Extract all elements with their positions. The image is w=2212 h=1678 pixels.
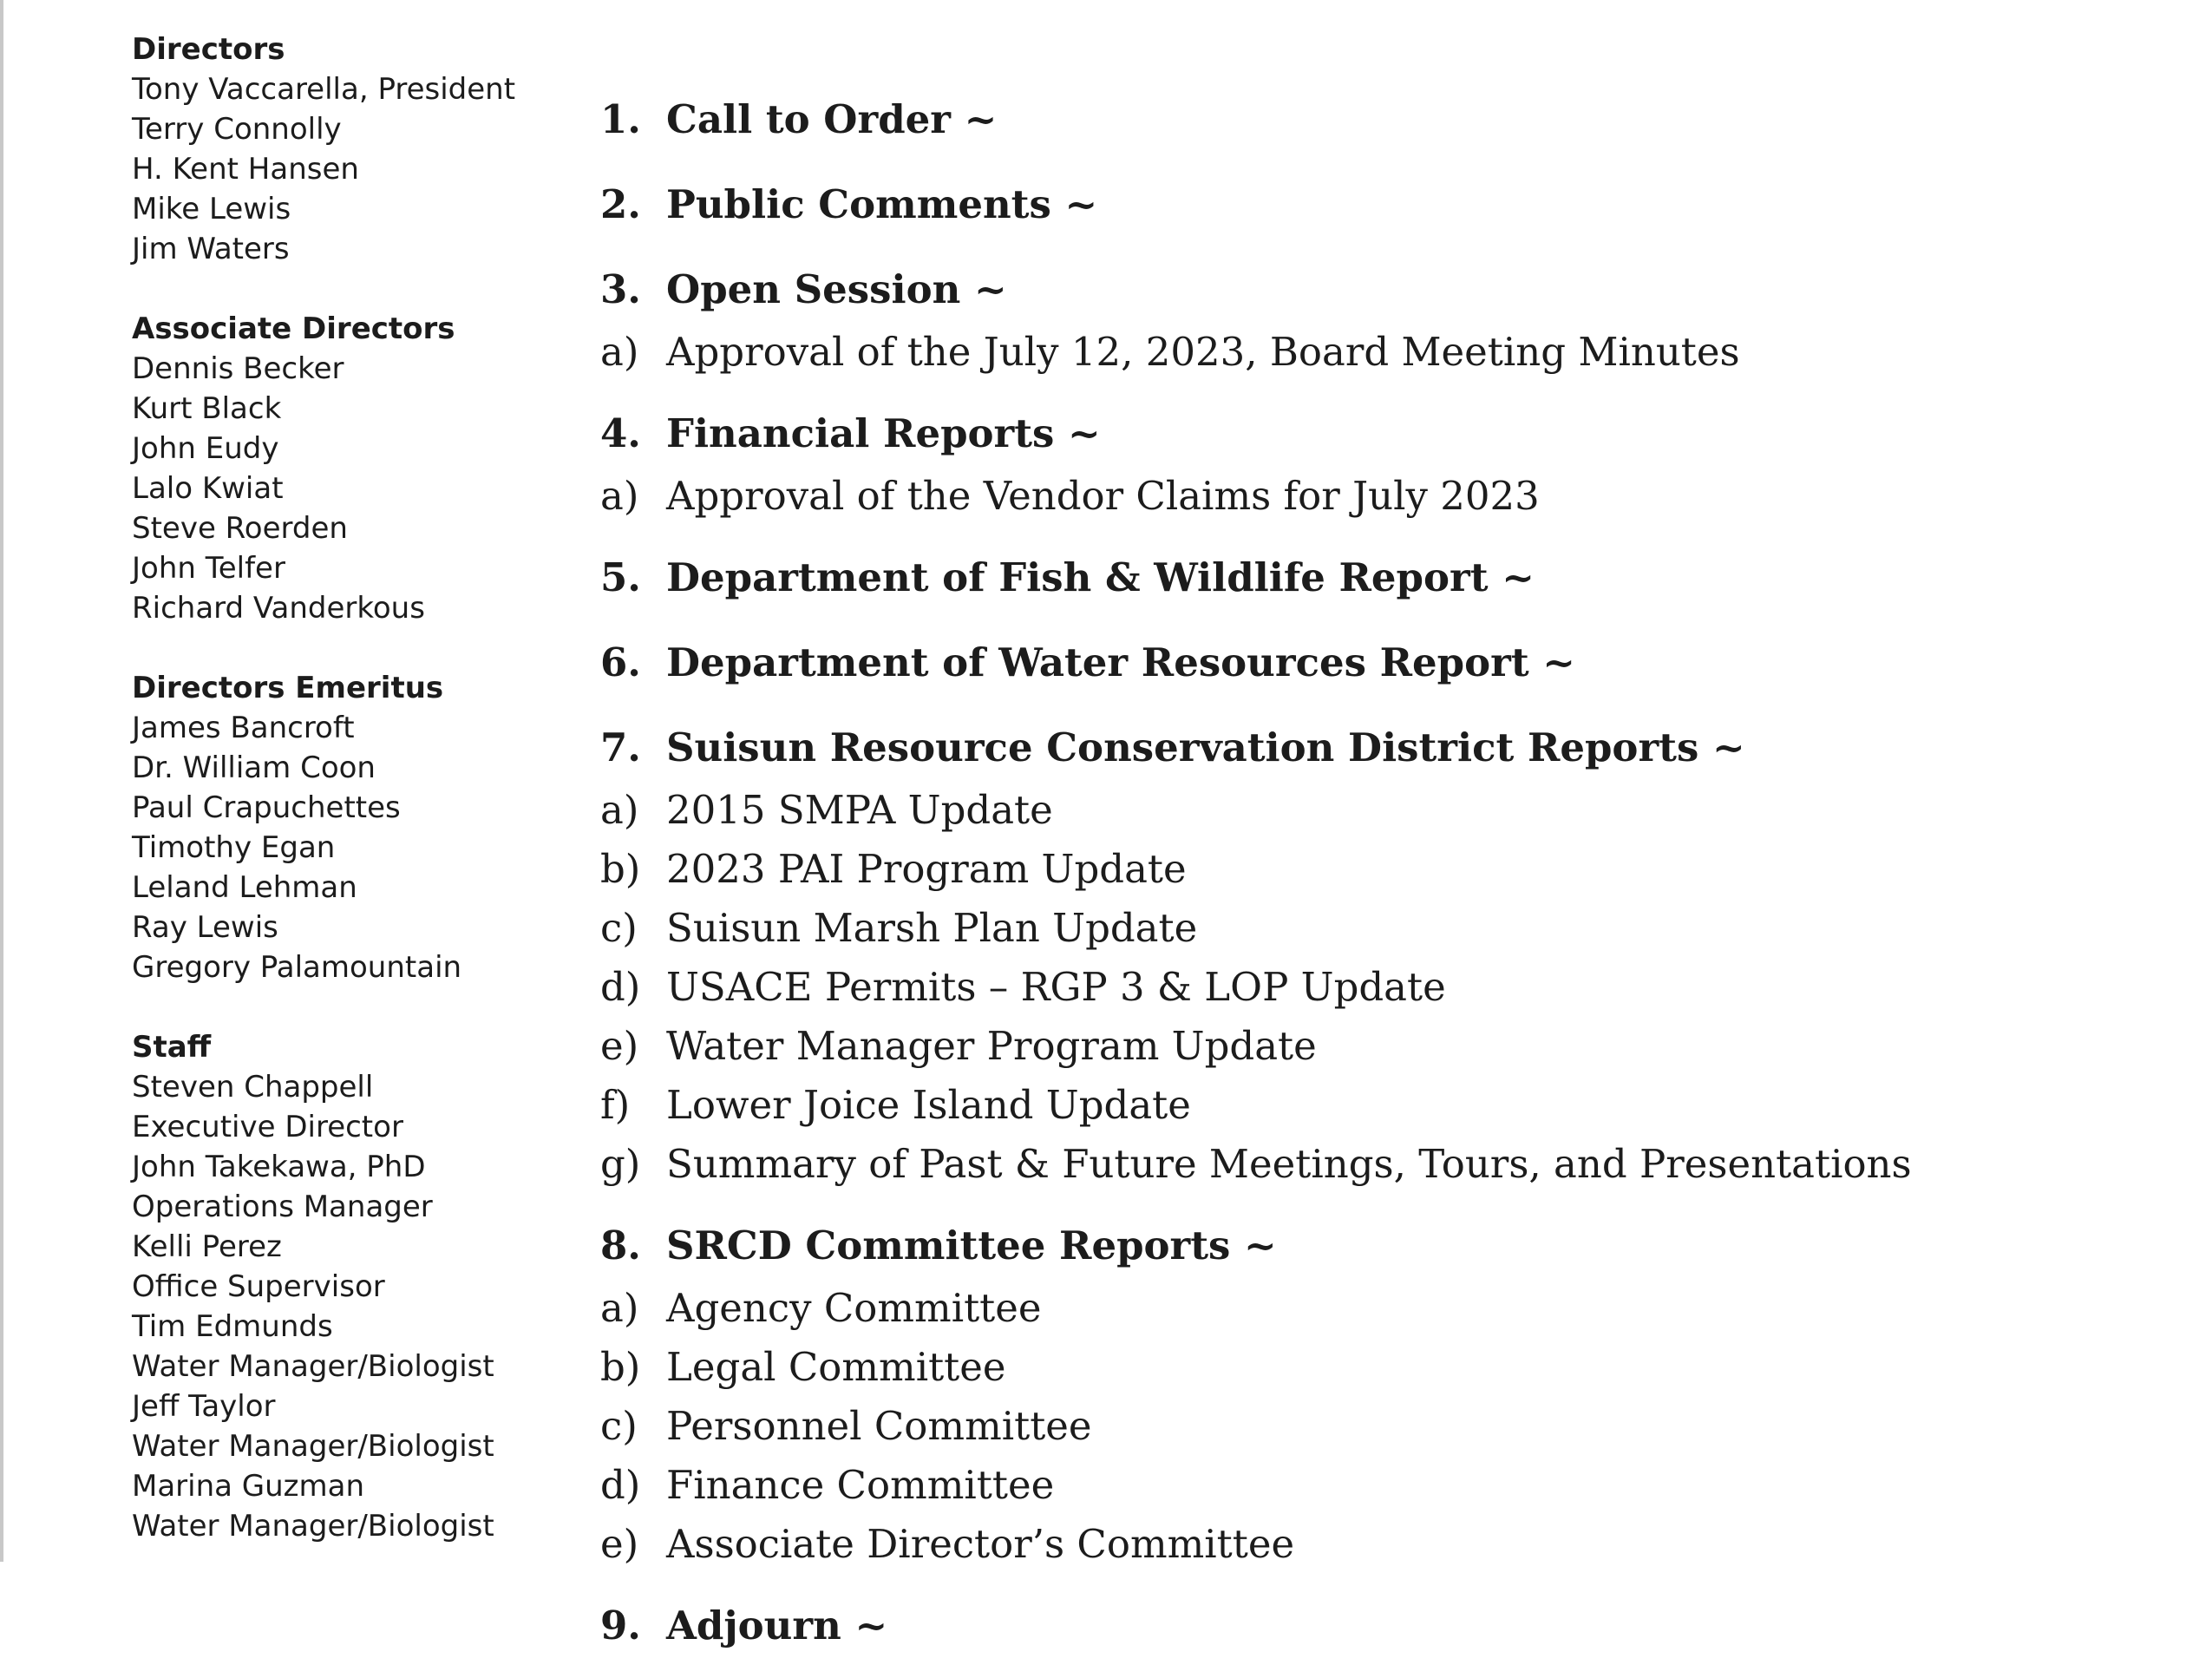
agenda-section-title: Public Comments ~ <box>666 181 1098 227</box>
agenda-section-heading <box>600 715 2162 781</box>
agenda-subitem-text: Approval of the Vendor Claims for July 2023 <box>666 473 1540 519</box>
roster-entry: Tony Vaccarella, President <box>132 72 516 107</box>
agenda-list <box>600 87 2162 1678</box>
agenda-section-heading <box>600 630 2162 696</box>
agenda-subitem-text: Associate Director’s Committee <box>666 1521 1295 1567</box>
agenda-subitem <box>600 899 2162 958</box>
roster-entry: Tim Edmunds <box>132 1309 333 1344</box>
agenda-subitem-letter: c) <box>600 905 638 951</box>
roster-group-title: Directors <box>132 32 285 67</box>
agenda-subitem-letter: a) <box>600 787 639 833</box>
agenda-subitem-letter: c) <box>600 1403 638 1449</box>
agenda-subitem-letter: f) <box>600 1082 631 1128</box>
roster-group-title: Staff <box>132 1030 212 1065</box>
agenda-subitem-letter: a) <box>600 473 639 519</box>
roster-entry: Jim Waters <box>132 232 290 266</box>
agenda-section-heading <box>600 545 2162 611</box>
roster-entry: Leland Lehman <box>132 870 357 905</box>
agenda-section-number: 8. <box>600 1222 641 1268</box>
roster-entry: Dennis Becker <box>132 351 344 386</box>
board-roster-sidebar <box>132 29 583 1586</box>
agenda-subitem <box>600 958 2162 1017</box>
agenda-subitem-text: Personnel Committee <box>666 1403 1092 1449</box>
roster-entry: Gregory Palamountain <box>132 950 462 985</box>
agenda-section-number: 3. <box>600 266 641 312</box>
roster-entry: Terry Connolly <box>132 112 342 147</box>
roster-entry: Operations Manager <box>132 1190 433 1224</box>
roster-entry: Dr. William Coon <box>132 751 376 785</box>
agenda-section <box>600 257 2162 382</box>
roster-entry: Water Manager/Biologist <box>132 1429 494 1464</box>
roster-entry: Mike Lewis <box>132 192 291 226</box>
agenda-subitem <box>600 1135 2162 1194</box>
agenda-section-number: 5. <box>600 554 641 600</box>
agenda-section <box>600 630 2162 696</box>
agenda-subitem <box>600 323 2162 382</box>
agenda-subitem-text: Legal Committee <box>666 1344 1006 1390</box>
agenda-section <box>600 401 2162 526</box>
agenda-subitem <box>600 467 2162 526</box>
agenda-section-heading <box>600 401 2162 467</box>
roster-group <box>132 29 583 269</box>
roster-entry: Kelli Perez <box>132 1229 282 1264</box>
roster-group <box>132 309 583 628</box>
roster-group-title: Directors Emeritus <box>132 671 444 705</box>
agenda-subitem-letter: d) <box>600 1462 641 1508</box>
roster-entry: Jeff Taylor <box>132 1389 276 1424</box>
agenda-section-title: Financial Reports ~ <box>666 410 1101 456</box>
agenda-section-title: Department of Fish & Wildlife Report ~ <box>666 554 1535 600</box>
agenda-subitem <box>600 1076 2162 1135</box>
agenda-section-title: Call to Order ~ <box>666 96 998 142</box>
agenda-subitem <box>600 781 2162 840</box>
agenda-section-number: 7. <box>600 724 641 770</box>
roster-entry: Timothy Egan <box>132 830 336 865</box>
roster-entry: Water Manager/Biologist <box>132 1509 494 1544</box>
agenda-section-title: Suisun Resource Conservation District Reports ~ <box>666 724 1745 770</box>
roster-group-title: Associate Directors <box>132 311 455 346</box>
agenda-subitem-letter: d) <box>600 964 641 1010</box>
roster-entry: Office Supervisor <box>132 1269 385 1304</box>
roster-entry: John Takekawa, PhD <box>132 1150 426 1184</box>
roster-entry: Ray Lewis <box>132 910 278 945</box>
agenda-subitem <box>600 1456 2162 1515</box>
agenda-section-title: Adjourn ~ <box>666 1603 888 1649</box>
roster-entry: H. Kent Hansen <box>132 152 359 187</box>
agenda-section <box>600 172 2162 238</box>
agenda-subitem-letter: b) <box>600 846 641 892</box>
agenda-section-heading <box>600 257 2162 323</box>
roster-entry: Water Manager/Biologist <box>132 1349 494 1384</box>
roster-entry: Executive Director <box>132 1110 403 1144</box>
agenda-section-heading <box>600 172 2162 238</box>
agenda-subitem <box>600 1338 2162 1397</box>
agenda-subitem-text: Summary of Past & Future Meetings, Tours, and Presentations <box>666 1141 1912 1187</box>
agenda-subitem-letter: b) <box>600 1344 641 1390</box>
agenda-section <box>600 87 2162 153</box>
agenda-subitem-text: 2023 PAI Program Update <box>666 846 1187 892</box>
agenda-subitem-letter: g) <box>600 1141 641 1187</box>
agenda-subitem-text: Approval of the July 12, 2023, Board Meeting Minutes <box>666 329 1740 375</box>
agenda-subitem <box>600 1279 2162 1338</box>
roster-entry: John Telfer <box>132 551 285 586</box>
agenda-subitem-letter: a) <box>600 329 639 375</box>
roster-entry: Lalo Kwiat <box>132 471 284 506</box>
page-edge-rule <box>0 0 3 1562</box>
agenda-subitem <box>600 1515 2162 1574</box>
agenda-subitem-letter: a) <box>600 1285 639 1331</box>
roster-entry: Paul Crapuchettes <box>132 790 401 825</box>
roster-entry: Kurt Black <box>132 391 282 426</box>
agenda-section <box>600 715 2162 1194</box>
agenda-subitem <box>600 840 2162 899</box>
agenda-section-number: 1. <box>600 96 641 142</box>
roster-entry: Steve Roerden <box>132 511 348 546</box>
agenda-subitem-text: Finance Committee <box>666 1462 1055 1508</box>
agenda-section-heading <box>600 87 2162 153</box>
agenda-section-title: SRCD Committee Reports ~ <box>666 1222 1277 1268</box>
roster-entry: Richard Vanderkous <box>132 591 425 626</box>
agenda-section-number: 2. <box>600 181 641 227</box>
agenda-section-number: 6. <box>600 639 641 685</box>
roster-group <box>132 668 583 987</box>
agenda-section-heading <box>600 1213 2162 1279</box>
roster-entry: Marina Guzman <box>132 1469 365 1504</box>
roster-entry: James Bancroft <box>132 711 355 745</box>
agenda-subitem <box>600 1397 2162 1456</box>
agenda-subitem-text: 2015 SMPA Update <box>666 787 1053 833</box>
agenda-section <box>600 1593 2162 1659</box>
agenda-section-title: Department of Water Resources Report ~ <box>666 639 1576 685</box>
agenda-subitem <box>600 1017 2162 1076</box>
agenda-subitem-text: Agency Committee <box>666 1285 1042 1331</box>
agenda-subitem-letter: e) <box>600 1023 639 1069</box>
agenda-section <box>600 545 2162 611</box>
agenda-subitem-text: Suisun Marsh Plan Update <box>666 905 1198 951</box>
roster-entry: John Eudy <box>132 431 279 466</box>
roster-entry: Steven Chappell <box>132 1070 374 1104</box>
agenda-subitem-text: Water Manager Program Update <box>666 1023 1317 1069</box>
agenda-section-heading <box>600 1593 2162 1659</box>
agenda-section-number: 9. <box>600 1603 641 1649</box>
roster-group <box>132 1027 583 1546</box>
agenda-section-title: Open Session ~ <box>666 266 1007 312</box>
agenda-section <box>600 1213 2162 1574</box>
agenda-subitem-letter: e) <box>600 1521 639 1567</box>
agenda-subitem-text: USACE Permits – RGP 3 & LOP Update <box>666 964 1446 1010</box>
agenda-section-number: 4. <box>600 410 641 456</box>
agenda-subitem-text: Lower Joice Island Update <box>666 1082 1191 1128</box>
